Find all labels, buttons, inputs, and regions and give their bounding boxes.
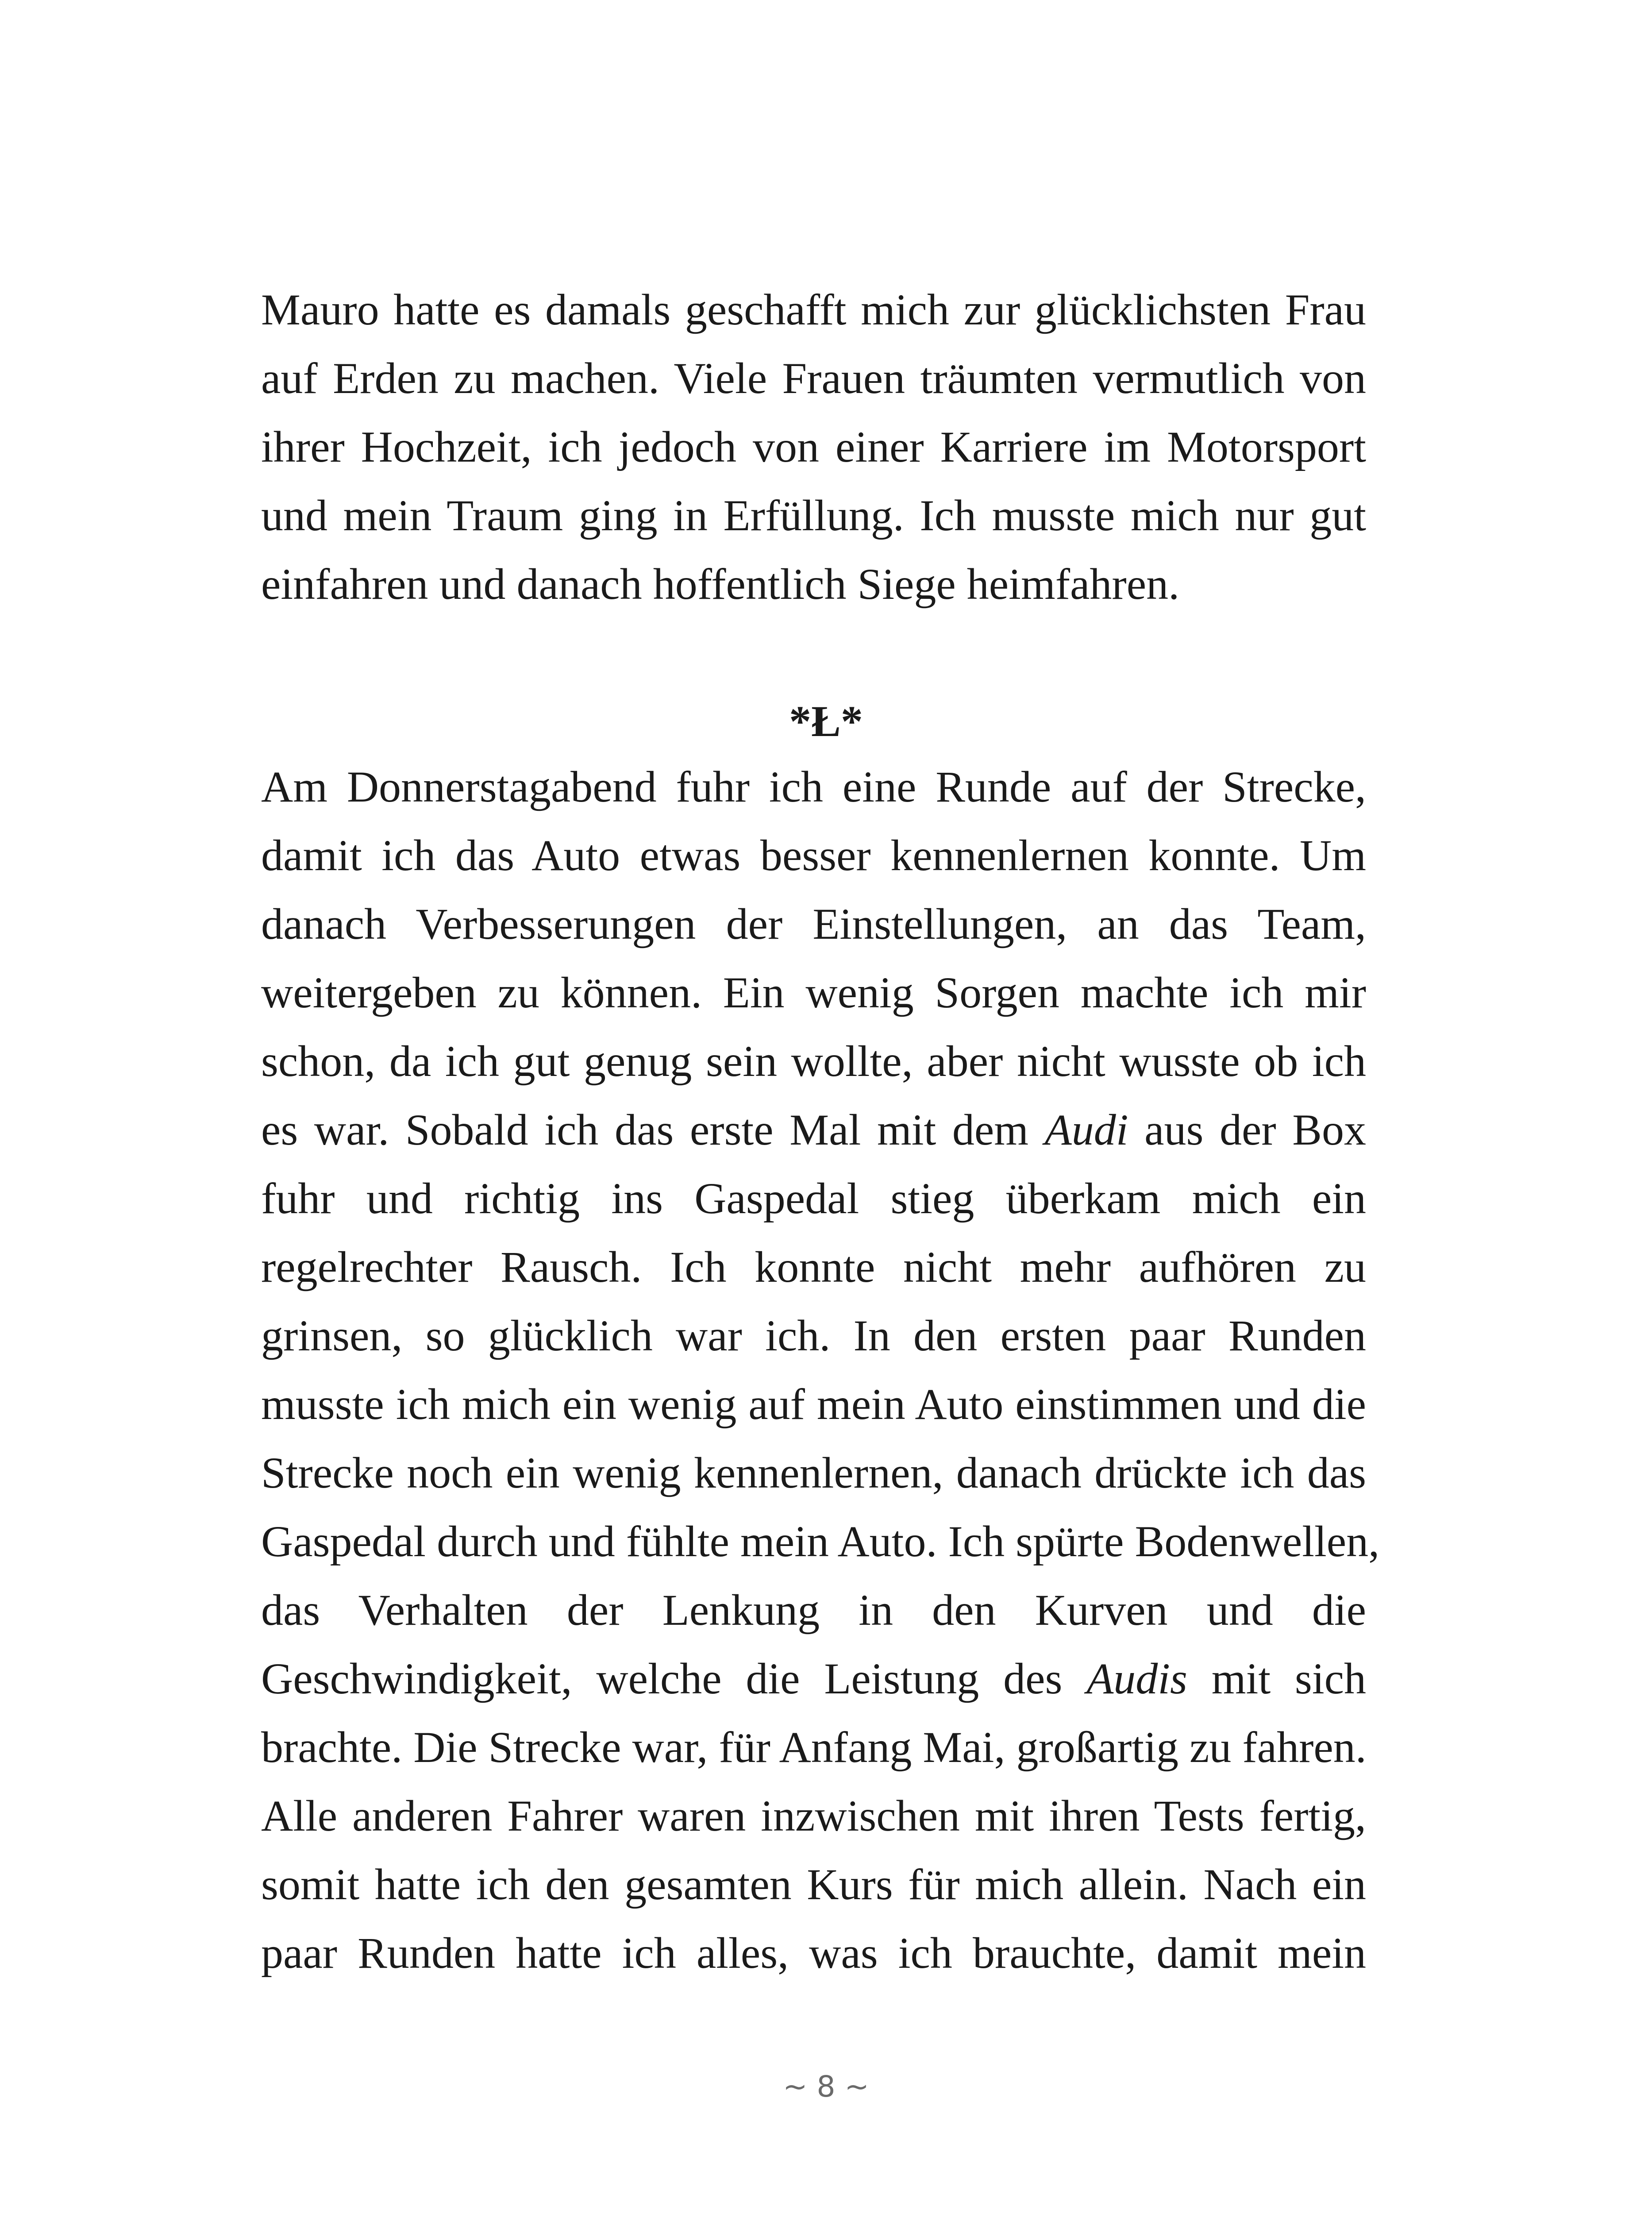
paragraph-2-line-11: Strecke noch ein wenig kennenlernen, danach drückte ich das [261,1448,1366,1497]
page-number: ~ 8 ~ [783,2070,869,2104]
paragraph-2-line-8: regelrechter Rausch. Ich konnte nicht mehr aufhören zu [261,1242,1366,1292]
brand-name-audis: Audis [1086,1654,1187,1703]
paragraph-1-line-1: Mauro hatte es damals geschafft mich zur glücklichsten Frau [261,285,1366,334]
paragraph-2-line-13: das Verhalten der Lenkung in den Kurven und die [261,1585,1366,1635]
paragraph-1-line-2: auf Erden zu machen. Viele Frauen träumten vermutlich von [261,354,1366,403]
paragraph-2-line-9: grinsen, so glücklich war ich. In den ersten paar Runden [261,1311,1366,1360]
paragraph-1-line-4: und mein Traum ging in Erfüllung. Ich musste mich nur gut [261,491,1366,540]
paragraph-2-line-18: paar Runden hatte ich alles, was ich brauchte, damit mein [261,1928,1366,1978]
line-6-text-before: es war. Sobald ich das erste Mal mit dem [261,1105,1045,1154]
paragraph-2-line-7: fuhr und richtig ins Gaspedal stieg überkam mich ein [261,1174,1366,1223]
paragraph-1-line-5: einfahren und danach hoffentlich Siege heimfahren. [261,559,1180,609]
paragraph-2-line-10: musste ich mich ein wenig auf mein Auto einstimmen und die [261,1380,1366,1429]
paragraph-2-line-6 [261,1103,1366,1157]
paragraph-2-line-1: Am Donnerstagabend fuhr ich eine Runde auf der Strecke, [261,762,1366,811]
paragraph-2-line-5: schon, da ich gut genug sein wollte, aber nicht wusste ob ich [261,1037,1366,1086]
paragraph-2-line-15: brachte. Die Strecke war, für Anfang Mai, großartig zu fahren. [261,1723,1367,1772]
paragraph-2-line-12: Gaspedal durch und fühlte mein Auto. Ich spürte Bodenwellen, [261,1517,1380,1566]
line-14-text-after: mit sich [1187,1654,1367,1703]
paragraph-2-line-16: Alle anderen Fahrer waren inzwischen mit ihren Tests fertig, [261,1791,1366,1840]
paragraph-2-line-3: danach Verbesserungen der Einstellungen, an das Team, [261,899,1366,948]
paragraph-1-line-3: ihrer Hochzeit, ich jedoch von einer Karriere im Motorsport [261,422,1366,471]
paragraph-2-line-17: somit hatte ich den gesamten Kurs für mich allein. Nach ein [261,1860,1366,1909]
paragraph-2-line-14 [261,1652,1366,1705]
line-14-text-before: Geschwindigkeit, welche die Leistung des [261,1654,1087,1703]
line-6-text-after: aus der Box [1128,1105,1366,1154]
section-separator: *Ł* [789,697,863,746]
paragraph-2-line-4: weitergeben zu können. Ein wenig Sorgen machte ich mir [261,968,1366,1017]
paragraph-2-line-2: damit ich das Auto etwas besser kennenlernen konnte. Um [261,831,1366,880]
brand-name-audi: Audi [1044,1105,1128,1154]
